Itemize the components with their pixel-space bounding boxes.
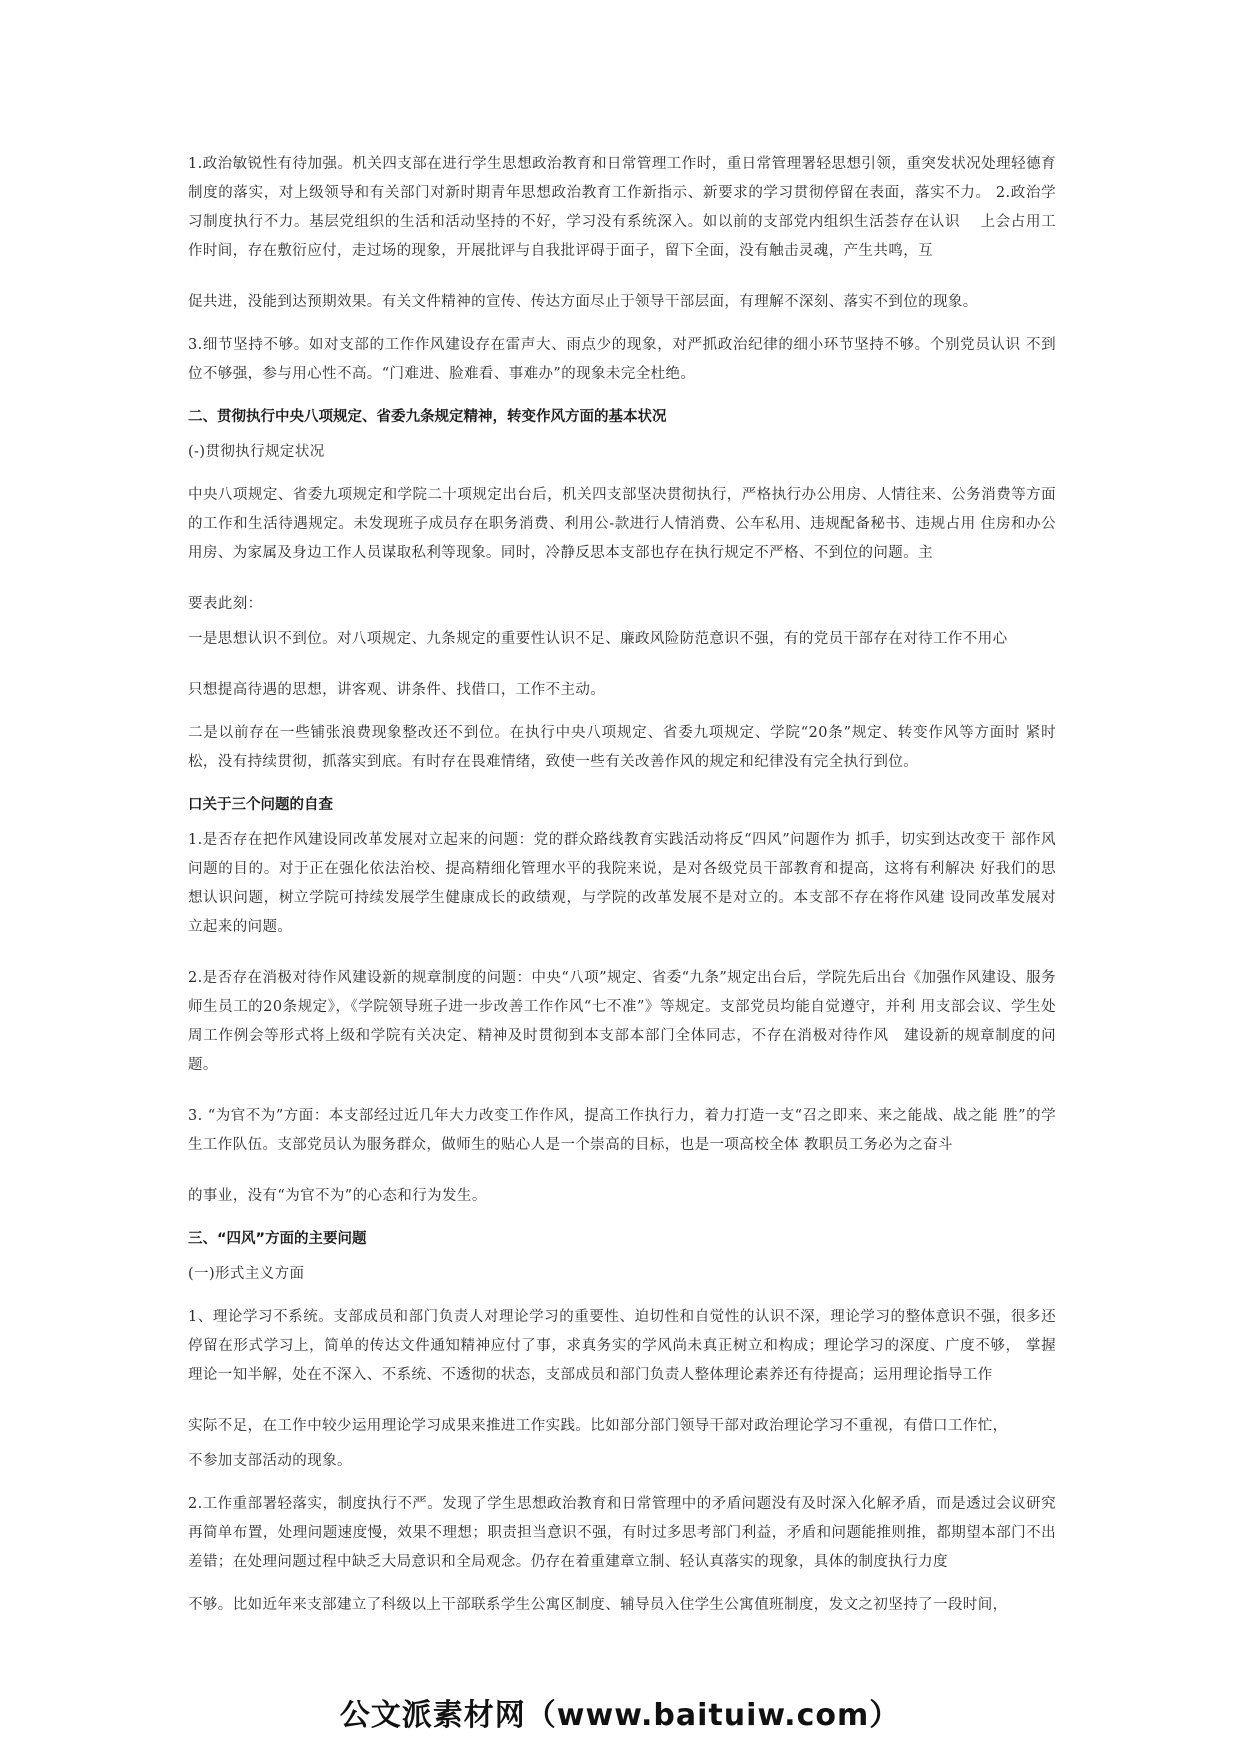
section-heading-two: 二、贯彻执行中央八项规定、省委九条规定精神，转变作风方面的基本状况 <box>188 409 667 425</box>
paragraph-dormitory-system: 不够。比如近年来支部建立了科级以上干部联系学生公寓区制度、辅导员入住学生公寓值班制度，发文之初坚持了一段时间， <box>188 1597 1008 1613</box>
subheading-formalism: (一)形式主义方面 <box>188 1266 305 1282</box>
paragraph-political-sensitivity: 1.政治敏锐性有待加强。机关四支部在进行学生思想政治教育和日常管理工作时，重日常管理署轻思想引领，重突发状况处理轻德育制度的落实，对上级领导和有关部门对新时期青年思想政治教育工作新指示、新要求的学习贯彻停留在表面，落实不力。 2.政治学习制度执行不力。基层党组织的生活和活动坚持的不好，学习没有系统深入。如以前的支部党内组织生活荟存在认识 上会占用工作时间，存在敷衍应付，走过场的现象，开展批评与自我批评碍于面子，留下全面，没有触击灵魂，产生共鸣，互 <box>188 156 1056 259</box>
paragraph-theory-practice: 实际不足，在工作中较少运用理论学习成果来推进工作实践。比如部分部门领导干部对政治理论学习不重视，有借口工作忙， <box>188 1418 1008 1434</box>
paragraph-main-manifestation: 要表此刻： <box>188 596 263 612</box>
paragraph-eight-rules: 中央八项规定、省委九项规定和学院二十项规定出台后，机关四支部坚决贯彻执行，严格执行办公用房、人情往来、公务消费等方面的工作和生活待遇规定。未发现班子成员存在职务消费、利用公-款进行人情消费、公车私用、违规配备秘书、违规占用 住房和办公用房、为家属及身边工作人员谋取私利等现象。同时，冷静反思本支部也存在执行规定不严格、不到位的问题。主 <box>188 487 1056 561</box>
paragraph-treatment-mindset: 只想提高待遇的思想，讲客观、讲条件、找借口，工作不主动。 <box>188 682 606 698</box>
subheading-implementation: (-)贯彻执行规定状况 <box>188 444 325 460</box>
section-heading-three-questions: 口关于三个问题的自查 <box>188 797 333 813</box>
paragraph-continuation: 促共进，没能到达预期效果。有关文件精神的宣传、传达方面尽止于领导干部层面，有理解不深刻、落实不到位的现象。 <box>188 294 978 310</box>
paragraph-detail-persistence: 3.细节坚持不够。如对支部的工作作风建设存在雷声大、雨点少的现象，对严抓政治纪律的细小环节坚持不够。个别党员认识 不到位不够强，参与用心性不高。“门难进、脸难看、事难办”的现象未完全杜绝。 <box>188 337 1056 382</box>
paragraph-question-three: 3. “为官不为”方面：本支部经过近几年大力改变工作作风，提高工作执行力，着力打造一支“召之即来、来之能战、战之能 胜”的学生工作队伍。支部党员认为服务群众，做师生的贴心人是一个崇高的目标，也是一项高校全体 教职员工务必为之奋斗 <box>188 1108 1056 1153</box>
paragraph-question-two: 2.是否存在消极对待作风建设新的规章制度的问题：中央“八项”规定、省委“九条”规定出台后，学院先后出台《加强作风建设、服务师生员工的20条规定》，《学院领导班子进一步改善工作作风“七不准”》等规定。支部党员均能自觉遵守，并利 用支部会议、学生处周工作例会等形式将上级和学院有关决定、精神及时贯彻到本支部本部门全体同志，不存在消极对待作风 建设新的规章制度的问题。 <box>188 970 1056 1073</box>
paragraph-deployment: 2.工作重部署轻落实，制度执行不严。发现了学生思想政治教育和日常管理中的矛盾问题没有及时深入化解矛盾，而是透过会议研究再简单布置，处理问题速度慢，效果不理想；职责担当意识不强，有时过多思考部门利益，矛盾和问题能推则推，都期望本部门不出差错；在处理问题过程中缺乏大局意识和全局观念。仍存在着重建章立制、轻认真落实的现象，具体的制度执行力度 <box>188 1496 1056 1570</box>
paragraph-extravagance: 二是以前存在一些铺张浪费现象整改还不到位。在执行中央八项规定、省委九项规定、学院“20条”规定、转变作风等方面时 紧时松，没有持续贯彻，抓落实到底。有时存在畏难情绪，致使一些有关改善作风的规定和纪律没有完全执行到位。 <box>188 725 1056 770</box>
section-heading-four-winds: 三、“四风”方面的主要问题 <box>188 1231 367 1247</box>
paragraph-branch-activity: 不参加支部活动的现象。 <box>188 1453 352 1469</box>
document-body <box>188 150 1056 1620</box>
paragraph-question-three-end: 的事业，没有“为官不为”的心态和行为发生。 <box>188 1188 487 1204</box>
paragraph-thinking-awareness: 一是思想认识不到位。对八项规定、九条规定的重要性认识不足、廉政风险防范意识不强，有的党员干部存在对待工作不用心 <box>188 631 1008 647</box>
paragraph-theory-study: 1、理论学习不系统。支部成员和部门负责人对理论学习的重要性、迫切性和自觉性的认识不深，理论学习的整体意识不强，很多还停留在形式学习上，简单的传达文件通知精神应付了事，求真务实的学风尚未真正树立和构成；理论学习的深度、广度不够， 掌握理论一知半解，处在不深入、不系统、不透彻的状态，支部成员和部门负责人整体理论素养还有待提高；运用理论指导工作 <box>188 1309 1056 1383</box>
paragraph-question-one: 1.是否存在把作风建设同改革发展对立起来的问题：党的群众路线教育实践活动将反“四风”问题作为 抓手，切实到达改变干 部作风问题的目的。对于正在强化依法治校、提高精细化管理水平的我院来说，是对各级党员干部教育和提高，这将有利解决 好我们的思想认识问题，树立学院可持续发展学生健康成长的政绩观，与学院的改革发展不是对立的。本支部不存在将作风建 设同改革发展对立起来的问题。 <box>188 832 1056 935</box>
footer-watermark: 公文派素材网（www.baituiw.com） <box>339 1698 901 1733</box>
